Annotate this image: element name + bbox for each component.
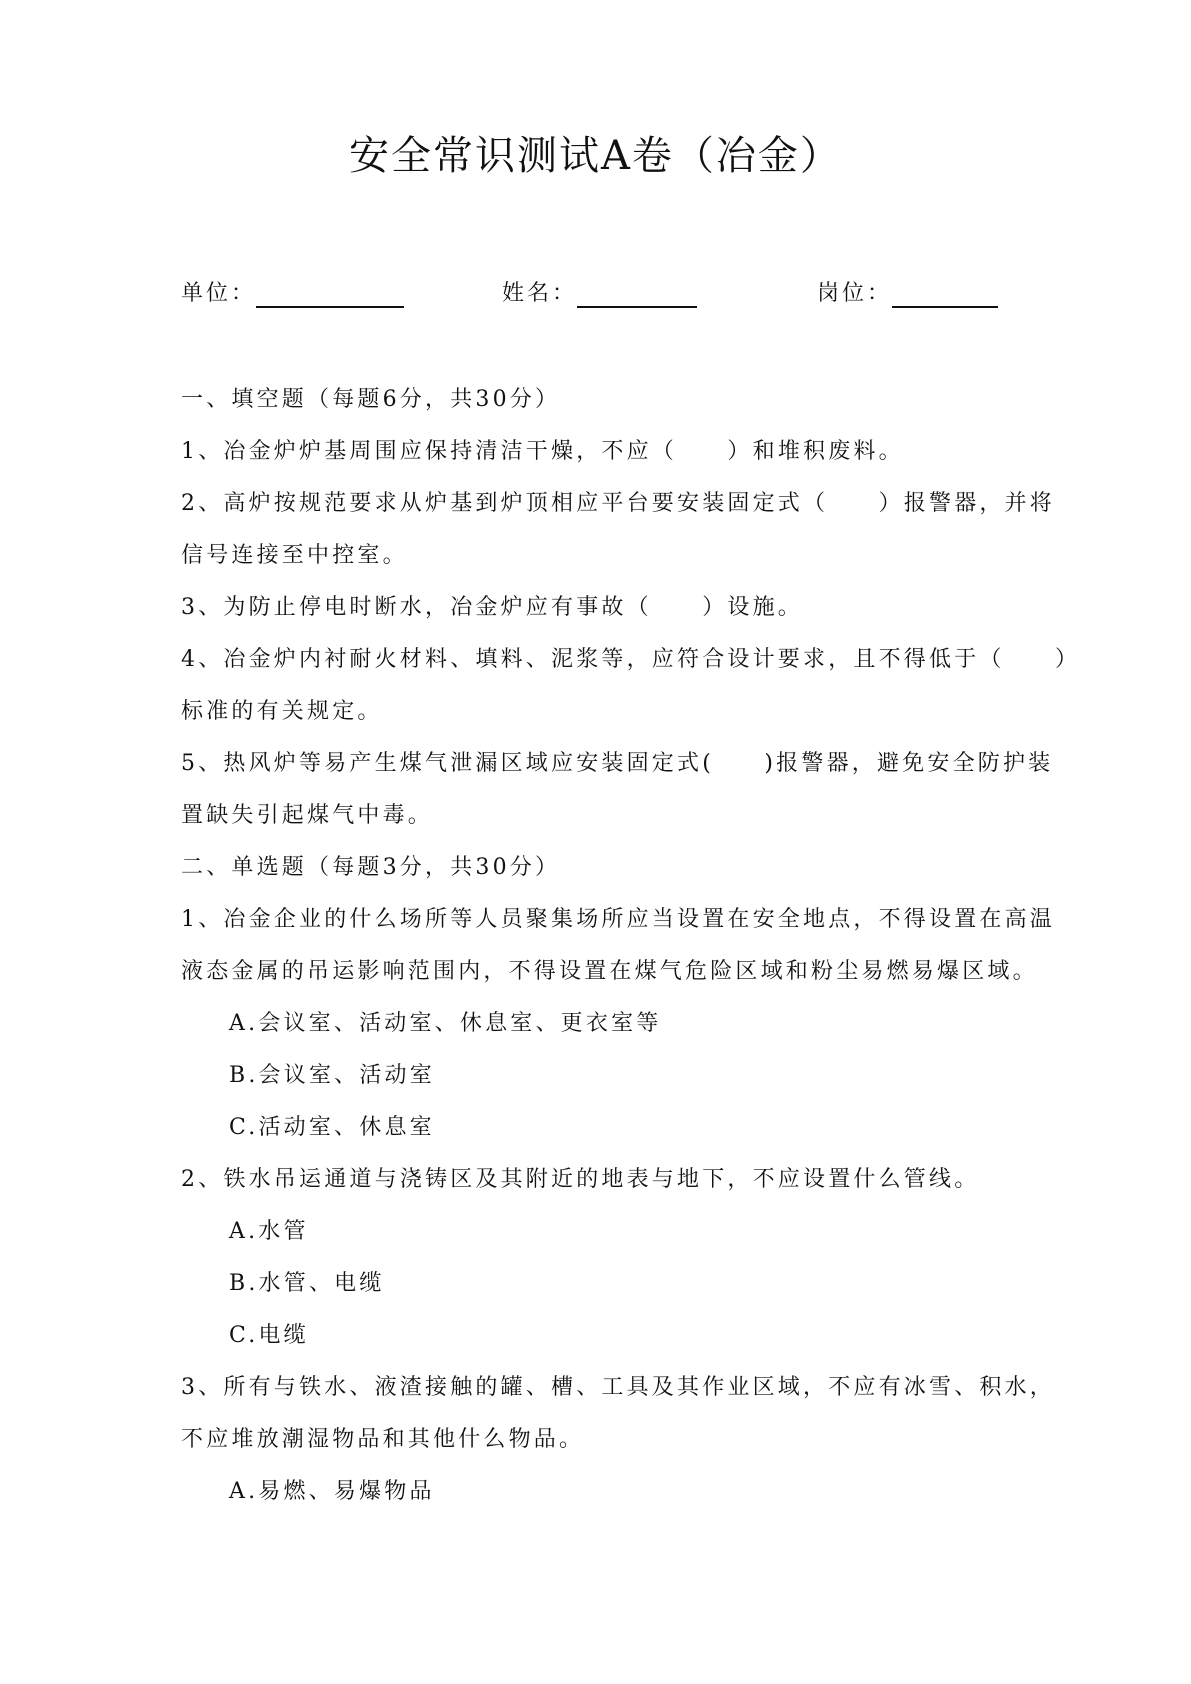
choice-option[interactable]: A.会议室、活动室、休息室、更衣室等 xyxy=(229,1011,662,1036)
choice-option[interactable]: C.电缆 xyxy=(229,1323,309,1348)
section-heading-single-choice: 二、单选题（每题3分，共30分） xyxy=(181,855,561,880)
fill-blank-line: 信号连接至中控室。 xyxy=(181,543,408,568)
page-title: 安全常识测试A卷（冶金） xyxy=(349,133,842,179)
fill-blank-line: 标准的有关规定。 xyxy=(181,699,383,724)
question-line: 3、所有与铁水、液渣接触的罐、槽、工具及其作业区域，不应有冰雪、积水， xyxy=(181,1375,1055,1400)
unit-blank[interactable] xyxy=(256,276,404,308)
info-post xyxy=(817,276,998,312)
name-blank[interactable] xyxy=(577,276,697,308)
fill-blank-line: 3、为防止停电时断水，冶金炉应有事故（ ）设施。 xyxy=(181,595,803,620)
choice-option[interactable]: B.水管、电缆 xyxy=(229,1271,385,1296)
question-line: 1、冶金企业的什么场所等人员聚集场所应当设置在安全地点，不得设置在高温 xyxy=(181,907,1055,932)
choice-option[interactable]: A.水管 xyxy=(229,1219,309,1244)
post-label: 岗位： xyxy=(817,281,893,306)
info-name xyxy=(502,276,697,312)
fill-blank-line: 置缺失引起煤气中毒。 xyxy=(181,803,434,828)
fill-blank-line: 1、冶金炉炉基周围应保持清洁干燥，不应（ ）和堆积废料。 xyxy=(181,439,904,464)
question-line: 2、铁水吊运通道与浇铸区及其附近的地表与地下，不应设置什么管线。 xyxy=(181,1167,980,1192)
exam-content xyxy=(181,374,1081,1518)
unit-label: 单位： xyxy=(181,281,257,306)
section-heading-fill-blank: 一、填空题（每题6分，共30分） xyxy=(181,387,561,412)
choice-option[interactable]: C.活动室、休息室 xyxy=(229,1115,435,1140)
fill-blank-line: 2、高炉按规范要求从炉基到炉顶相应平台要安装固定式（ ）报警器，并将 xyxy=(181,491,1055,516)
fill-blank-line: 4、冶金炉内衬耐火材料、填料、泥浆等，应符合设计要求，且不得低于（ ） xyxy=(181,647,1081,672)
info-unit xyxy=(181,276,404,312)
fill-blank-line: 5、热风炉等易产生煤气泄漏区域应安装固定式( )报警器，避免安全防护装 xyxy=(181,751,1054,776)
question-line: 液态金属的吊运影响范围内，不得设置在煤气危险区域和粉尘易燃易爆区域。 xyxy=(181,959,1038,984)
choice-option[interactable]: B.会议室、活动室 xyxy=(229,1063,435,1088)
question-line: 不应堆放潮湿物品和其他什么物品。 xyxy=(181,1427,585,1452)
name-label: 姓名： xyxy=(502,281,578,306)
choice-option[interactable]: A.易燃、易爆物品 xyxy=(229,1479,435,1504)
post-blank[interactable] xyxy=(892,276,998,308)
